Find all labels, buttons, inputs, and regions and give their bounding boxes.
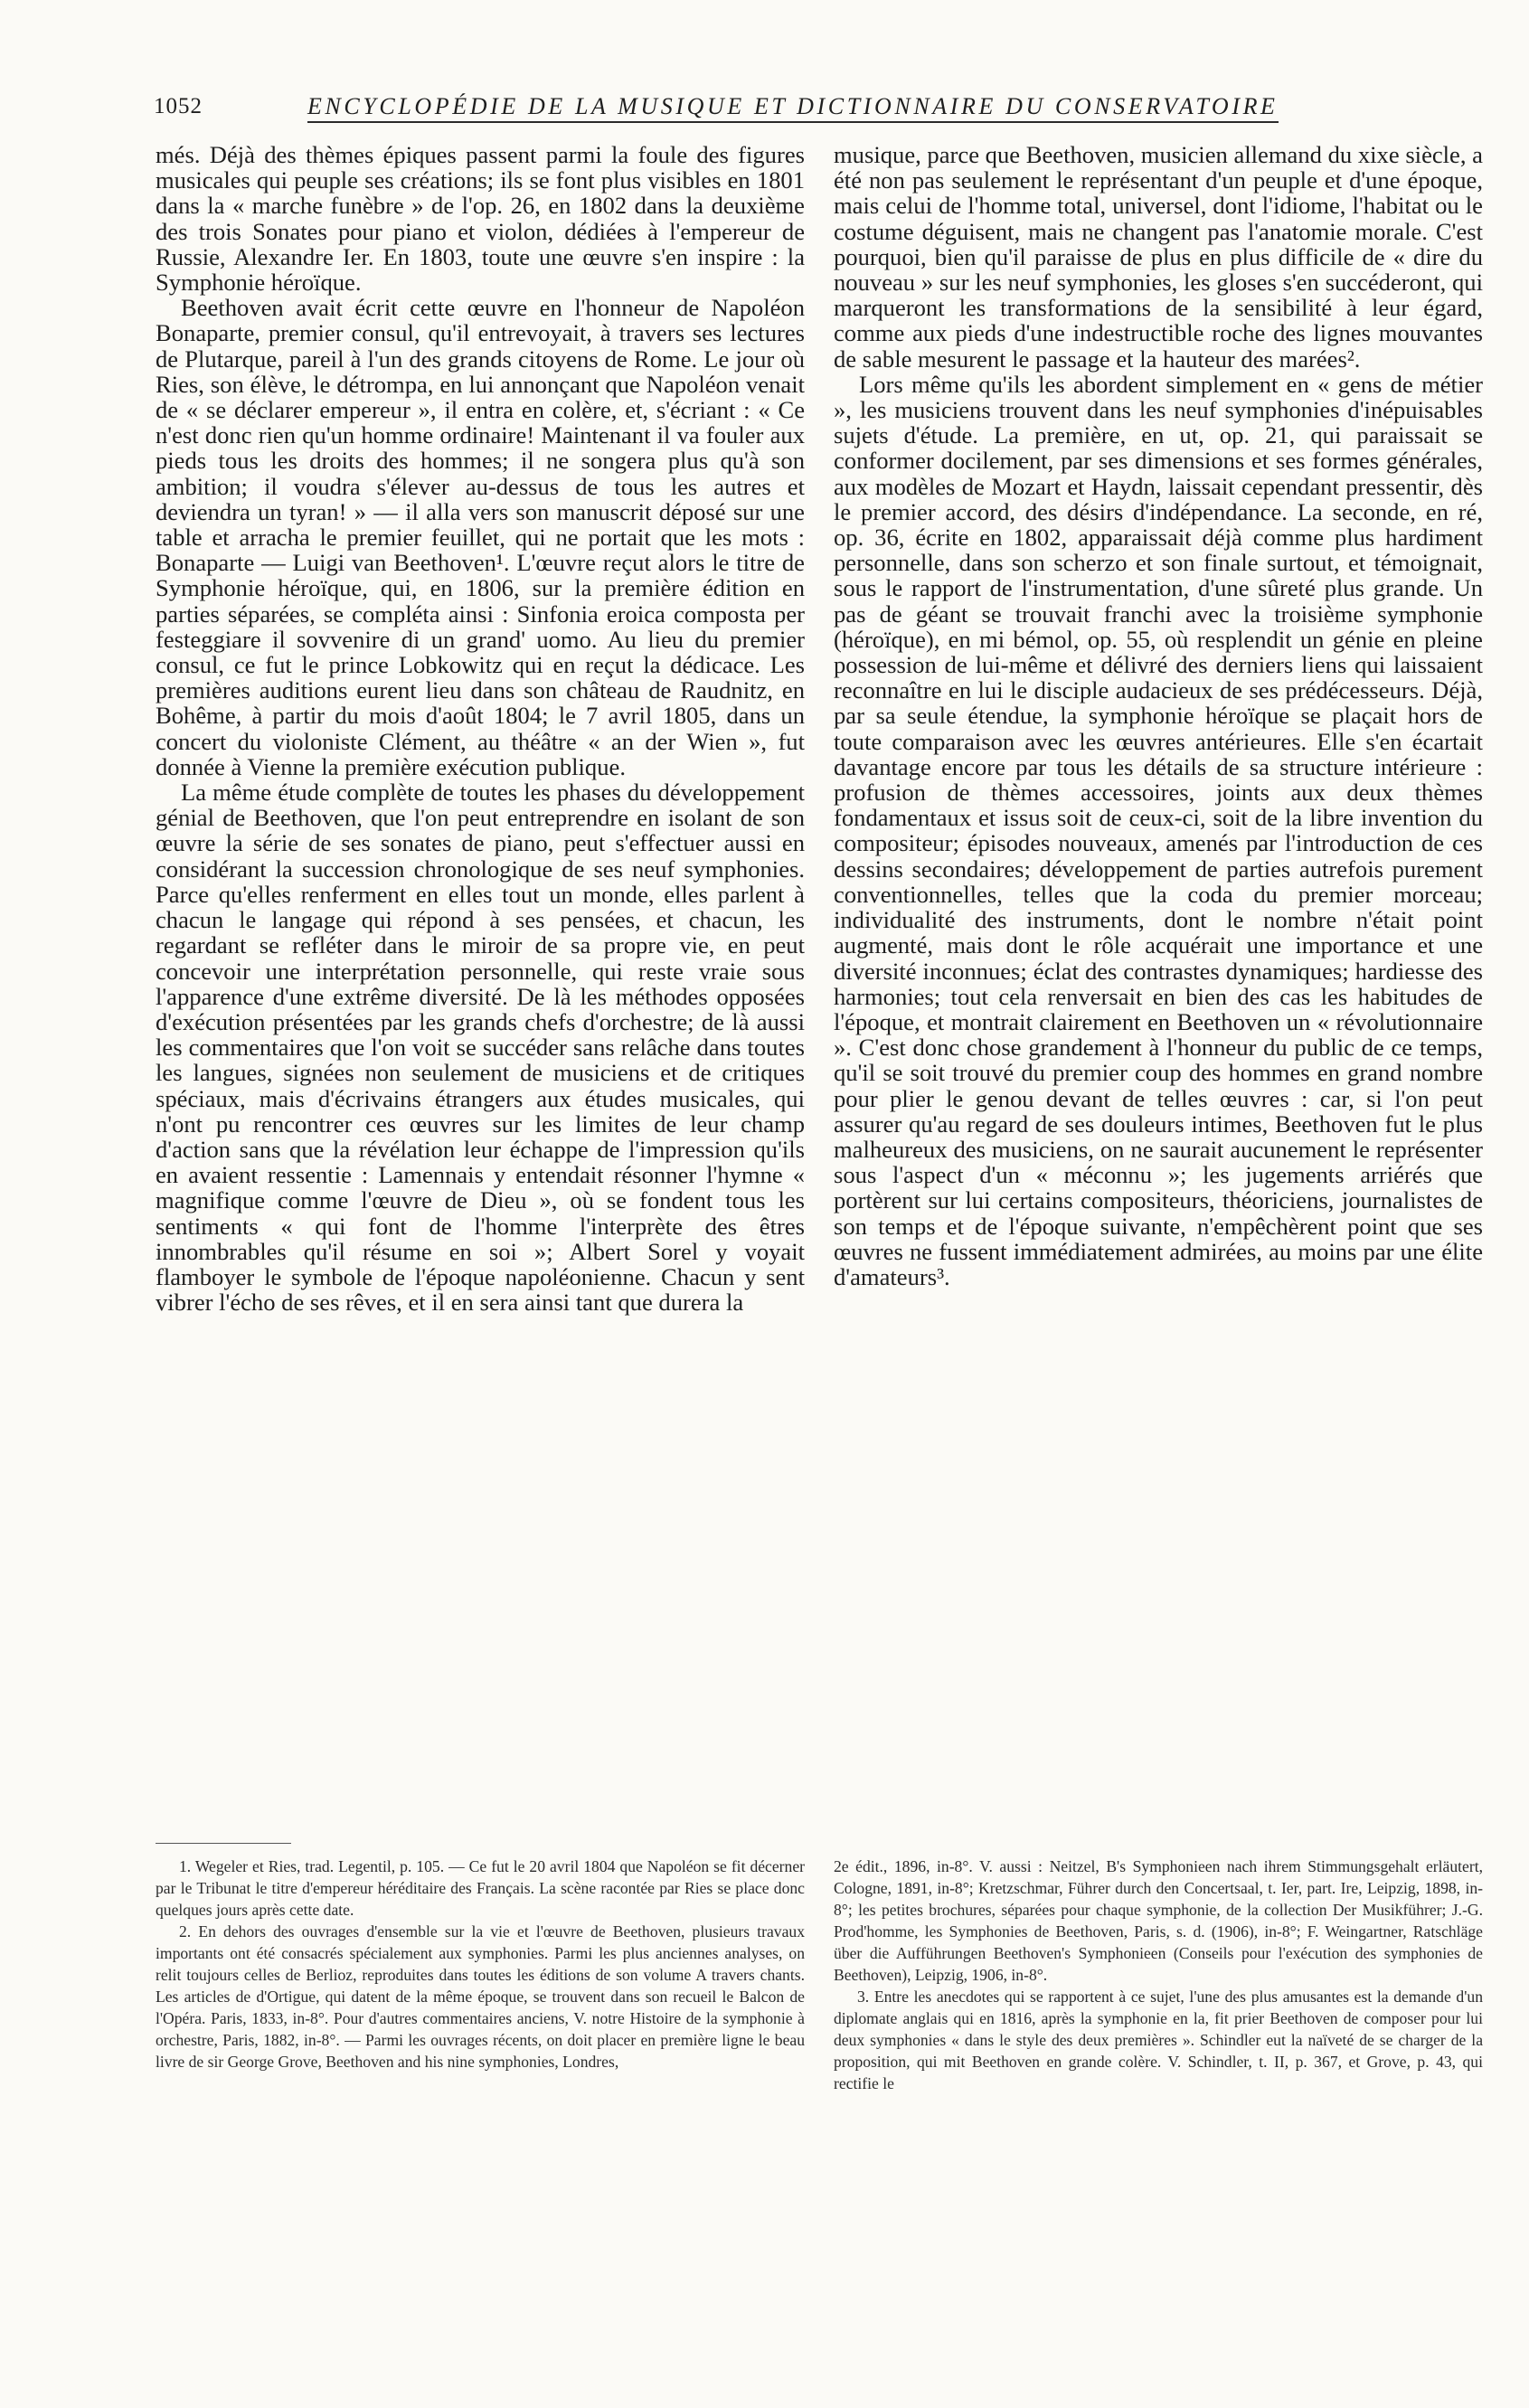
footnote: 2e édit., 1896, in-8°. V. aussi : Neitzel, B's Symphonieen nach ihrem Stimmungsgehalt erläutert, Cologne, 1891, in-8°; Kretzschmar, Führer durch den Concertsaal, t. Ier, part. Ire, Leipzig, 1898, in-8°; les petites brochures, séparées pour chaque symphonie, de la collection Der Musikführer; J.-G. Prod'homme, les Symphonies de Beethoven, Paris, s. d. (1906), in-8°; F. Weingartner, Ratschläge über die Aufführungen Beethoven's Symphonieen (Conseils pour l'exécution des symphonies de Beethoven), Leipzig, 1906, in-8°. <box>834 1857 1483 1984</box>
footnotes-right <box>834 1856 1483 2094</box>
footnote: 2. En dehors des ouvrages d'ensemble sur la vie et l'œuvre de Beethoven, plusieurs travaux importants ont été consacrés spécialement aux symphonies. Parmi les plus anciennes analyses, on relit toujours celles de Berlioz, reproduites dans toutes les éditions de son volume A travers chants. Les articles de d'Ortigue, qui datent de la même époque, se trouvent dans son recueil le Balcon de l'Opéra. Paris, 1833, in-8°. Pour d'autres commentaires anciens, V. notre Histoire de la symphonie à orchestre, Paris, 1882, in-8°. — Parmi les ouvrages récents, on doit placer en première ligne le beau livre de sir George Grove, Beethoven and his nine symphonies, Londres, <box>156 1922 805 2071</box>
paragraph: més. Déjà des thèmes épiques passent parmi la foule des figures musicales qui peuple ses créations; ils se font plus visibles en 1801 dans la « marche funèbre » de l'op. 26, en 1802 dans la deuxième des trois Sonates pour piano et violon, dédiées à l'empereur de Russie, Alexandre Ier. En 1803, toute une œuvre s'en inspire : la Symphonie héroïque. <box>156 141 805 297</box>
paragraph: musique, parce que Beethoven, musicien allemand du xixe siècle, a été non pas seulement le représentant d'un peuple et d'une époque, mais celui de l'homme total, universel, dont l'idiome, l'habitat ou le costume déguisent, mais ne changent pas l'anatomie morale. C'est pourquoi, bien qu'il paraisse de plus en plus difficile de « dire du nouveau » sur les neuf symphonies, les gloses s'en succéderont, qui marqueront les transformations de la sensibilité à leur égard, comme aux pieds d'une indestructible roche des lignes mouvantes de sable mesurent le passage et la hauteur des marées². <box>834 141 1483 373</box>
page-header <box>154 94 1483 130</box>
running-title: ENCYCLOPÉDIE DE LA MUSIQUE ET DICTIONNAIRE DU CONSERVATOIRE <box>307 93 1279 123</box>
footnotes-left <box>156 1856 805 2073</box>
paragraph: La même étude complète de toutes les phases du développement génial de Beethoven, que l'on peut entreprendre en isolant de son œuvre la série de ses sonates de piano, peut s'effectuer aussi en considérant la succession chronologique de ses neuf symphonies. Parce qu'elles renferment en elles tout un monde, elles parlent à chacun le langage qui répond à ses pensées, et chacun, les regardant se refléter dans le miroir de sa propre vie, en peut concevoir une interprétation personnelle, qui reste vraie sous l'apparence d'une extrême diversité. De là les méthodes opposées d'exécution présentées par les grands chefs d'orchestre; de là aussi les commentaires que l'on voit se succéder sans relâche dans toutes les langues, signées non seulement de musiciens et de critiques spéciaux, mais d'écrivains étrangers aux études musicales, qui n'ont pu rencontrer ces œuvres sur les limites de leur champ d'action sans que la révélation leur échappe de l'impression qu'ils en avaient ressentie : Lamennais y entendait résonner l'hymne « magnifique comme l'œuvre de Dieu », où se fondent tous les sentiments « qui font de l'homme l'interprète des êtres innombrables qu'il résume en soi »; Albert Sorel y voyait flamboyer le symbole de l'époque napoléonienne. Chacun y sent vibrer l'écho de ses rêves, et il en sera ainsi tant que durera la <box>156 779 805 1317</box>
page-number: 1052 <box>154 94 203 118</box>
paragraph: Beethoven avait écrit cette œuvre en l'honneur de Napoléon Bonaparte, premier consul, qu'il entrevoyait, à travers ses lectures de Plutarque, pareil à l'un des grands citoyens de Rome. Le jour où Ries, son élève, le détrompa, en lui annonçant que Napoléon venait de « se déclarer empereur », il entra en colère, et, s'écriant : « Ce n'est donc rien qu'un homme ordinaire! Maintenant il va fouler aux pieds tous les droits des hommes; il ne songera plus qu'à son ambition; il voudra s'élever au-dessus de tous les autres et deviendra un tyran! » — il alla vers son manuscrit déposé sur une table et arracha le premier feuillet, qui ne portait que les mots : Bonaparte — Luigi van Beethoven¹. L'œuvre reçut alors le titre de Symphonie héroïque, qui, en 1806, sur la première édition en parties séparées, se compléta ainsi : Sinfonia eroica composta per festeggiare il sovvenire di un grand' uomo. Au lieu du premier consul, ce fut le prince Lobkowitz qui en reçut la dédicace. Les premières auditions eurent lieu dans son château de Raudnitz, en Bohême, à partir du mois d'août 1804; le 7 avril 1805, dans un concert du violoniste Clément, au théâtre « an der Wien », fut donnée à Vienne la première exécution publique. <box>156 294 805 780</box>
footnote: 3. Entre les anecdotes qui se rapportent à ce sujet, l'une des plus amusantes est la demande d'un diplomate anglais qui en 1816, après la symphonie en la, fit prier Beethoven de composer pour lui deux symphonies « dans le style des deux premières ». Schindler eut la naïveté de se charger de la proposition, qui mit Beethoven en grande colère. V. Schindler, t. II, p. 367, et Grove, p. 43, qui rectifie le <box>834 1988 1483 2092</box>
left-column <box>156 142 805 1315</box>
right-column <box>834 142 1483 1289</box>
footnote: 1. Wegeler et Ries, trad. Legentil, p. 105. — Ce fut le 20 avril 1804 que Napoléon se fit décerner par le Tribunat le titre d'empereur héréditaire des Français. La scène racontée par Ries se place donc quelques jours après cette date. <box>156 1857 805 1919</box>
footnote-separator <box>156 1843 291 1844</box>
paragraph: Lors même qu'ils les abordent simplement en « gens de métier », les musiciens trouvent dans les neuf symphonies d'inépuisables sujets d'étude. La première, en ut, op. 21, qui paraissait se conformer docilement, par ses dimensions et ses formes générales, aux modèles de Mozart et Haydn, laissait cependant pressentir, dès le premier accord, des désirs d'indépendance. La seconde, en ré, op. 36, écrite en 1802, apparaissait déjà comme plus hardiment personnelle, dans son scherzo et son finale surtout, et témoignait, sous le rapport de l'instrumentation, d'une sûreté plus grande. Un pas de géant se trouvait franchi avec la troisième symphonie (héroïque), en mi bémol, op. 55, où resplendit un génie en pleine possession de lui-même et délivré des derniers liens qui laissaient reconnaître en lui le disciple audacieux de ses prédécesseurs. Déjà, par sa seule étendue, la symphonie héroïque se plaçait hors de toute comparaison avec les œuvres antérieures. Elle s'en écartait davantage encore par tous les détails de sa structure intérieure : profusion de thèmes accessoires, joints aux deux thèmes fondamentaux et issus soit de ceux-ci, soit de la libre invention du compositeur; épisodes nouveaux, amenés par l'introduction de ces dessins secondaires; développement de parties autrefois purement conventionnelles, telles que la coda du premier morceau; individualité des instruments, dont le nombre n'était point augmenté, mais dont le rôle acquérait une importance et une diversité inconnues; éclat des contrastes dynamiques; hardiesse des harmonies; tout cela renversait en bien des cas les habitudes de l'époque, et montrait clairement en Beethoven un « révolutionnaire ». C'est donc chose grandement à l'honneur du public de ce temps, qu'il se soit trouvé du premier coup des hommes en grand nombre pour plier le genou devant de telles œuvres : car, si l'on peut assurer qu'au regard de ses douleurs intimes, Beethoven fut le plus malheureux des musiciens, on ne saurait aucunement le représenter sous l'aspect d'un « méconnu »; les jugements arriérés que portèrent sur lui certains compositeurs, théoriciens, journalistes de son temps et de l'époque suivante, n'empêchèrent point que ses œuvres ne fussent immédiatement admirées, au moins par une élite d'amateurs³. <box>834 370 1483 1290</box>
